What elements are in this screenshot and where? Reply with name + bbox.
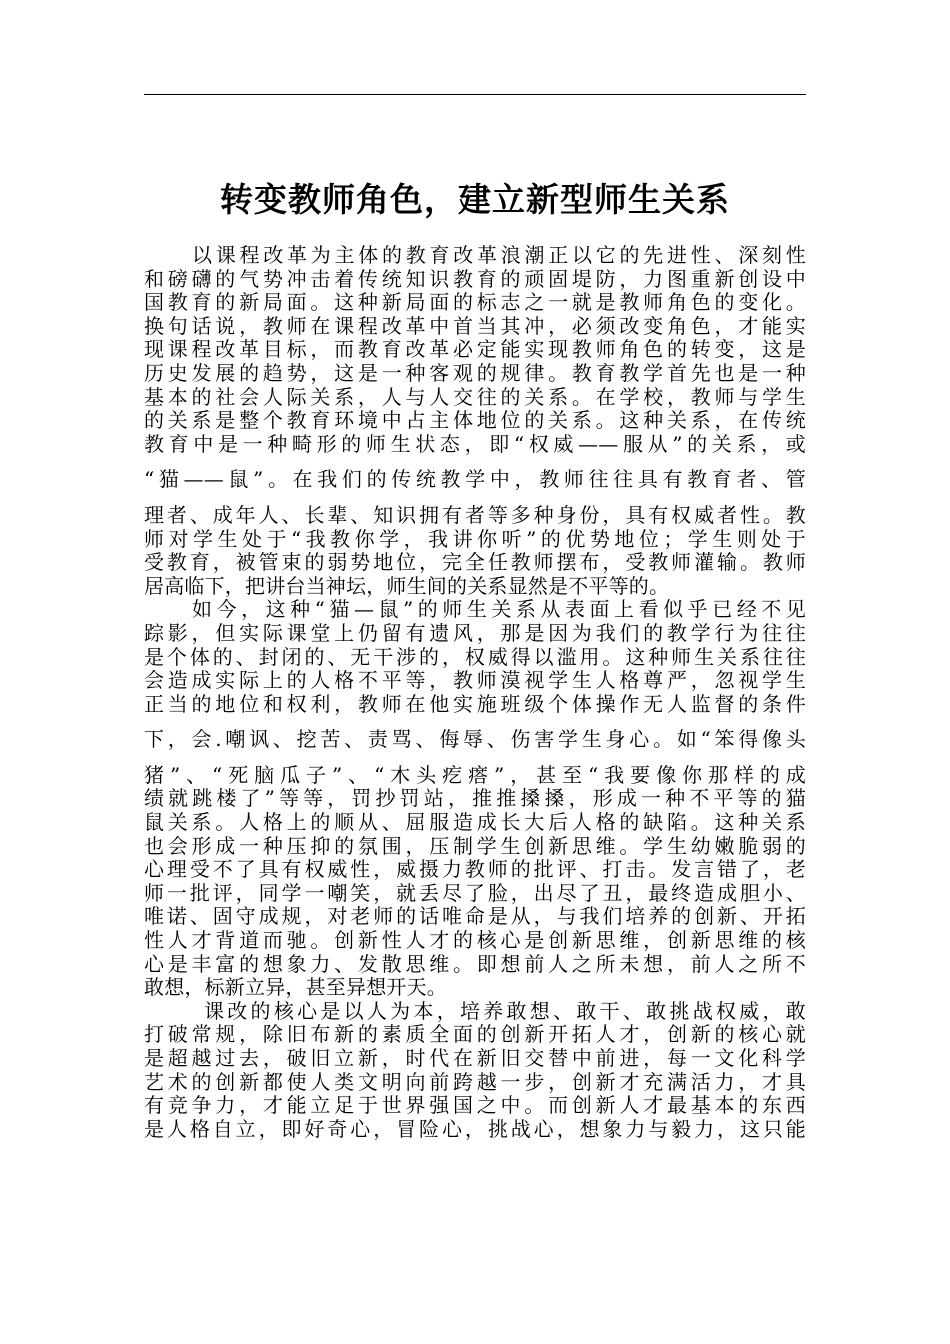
header-rule — [144, 94, 806, 95]
text-line: 有竞争力，才能立足于世界强国之中。而创新人才最基本的东西 — [144, 1094, 806, 1118]
text-line: 敢想，标新立异，甚至异想开天。 — [144, 976, 447, 1000]
text-line: 心理受不了具有权威性，威摄力教师的批评、打击。发言错了，老 — [144, 858, 806, 882]
text-line: 绩就跳楼了”等等，罚抄罚站，推推搡搡，形成一种不平等的猫 — [144, 787, 806, 811]
text-line: 换句话说，教师在课程改革中首当其冲，必须改变角色，才能实 — [144, 314, 806, 338]
text-line: 受教育，被管束的弱势地位，完全任教师摆布，受教师灌输。教师 — [144, 551, 806, 575]
text-line: 基本的社会人际关系，人与人交往的关系。在学校，教师与学生 — [144, 385, 806, 409]
text-line: 正当的地位和权利，教师在他实施班级个体操作无人监督的条件 — [144, 692, 806, 716]
text-line: 的关系是整个教育环境中占主体地位的关系。这种关系，在传统 — [144, 409, 806, 433]
text-line: 如今，这种“猫—鼠”的师生关系从表面上看似乎已经不见 — [192, 598, 806, 622]
text-line: 心是丰富的想象力、发散思维。即想前人之所未想，前人之所不 — [144, 952, 806, 976]
text-line: 师对学生处于“我教你学，我讲你听”的优势地位；学生则处于 — [144, 527, 806, 551]
text-line: 艺术的创新都使人类文明向前跨越一步，创新才充满活力，才具 — [144, 1070, 806, 1094]
text-line: 教育中是一种畸形的师生状态，即“权威——服从”的关系，或 — [144, 432, 806, 456]
text-line: 理者、成年人、长辈、知识拥有者等多种身份，具有权威者性。教 — [144, 503, 806, 527]
text-line: 课改的核心是以人为本，培养敢想、敢干、敢挑战权威，敢 — [204, 999, 806, 1023]
text-line: 猪”、“死脑瓜子”、“木头疙瘩”，甚至“我要像你那样的成 — [144, 763, 806, 787]
text-line: 是人格自立，即好奇心，冒险心，挑战心，想象力与毅力，这只能 — [144, 1117, 806, 1141]
text-line: 是个体的、封闭的、无干涉的，权威得以滥用。这种师生关系往往 — [144, 645, 806, 669]
text-line: 会造成实际上的人格不平等，教师漠视学生人格尊严，忽视学生 — [144, 669, 806, 693]
text-line: 是超越过去，破旧立新，时代在新旧交替中前进，每一文化科学 — [144, 1047, 806, 1070]
text-line: 居高临下，把讲台当神坛，师生间的关系显然是不平等的。 — [144, 574, 670, 598]
text-line: 师一批评，同学一嘲笑，就丢尽了脸，出尽了丑，最终造成胆小、 — [144, 881, 806, 905]
text-line: 国教育的新局面。这种新局面的标志之一就是教师角色的变化。 — [144, 291, 806, 315]
text-line: 历史发展的趋势，这是一种客观的规律。教育教学首先也是一种 — [144, 361, 806, 385]
text-line: 和磅礴的气势冲击着传统知识教育的顽固堤防，力图重新创设中 — [144, 267, 806, 291]
document-title: 转变教师角色，建立新型师生关系 — [220, 180, 730, 219]
text-line: 以课程改革为主体的教育改革浪潮正以它的先进性、深刻性 — [192, 244, 806, 267]
text-line: 踪影，但实际课堂上仍留有遗风，那是因为我们的教学行为往往 — [144, 621, 806, 645]
text-line: 鼠关系。人格上的顺从、屈服造成长大后人格的缺陷。这种关系 — [144, 811, 806, 835]
document-body — [144, 244, 806, 1141]
text-line: 现课程改革目标，而教育改革必定能实现教师角色的转变，这是 — [144, 338, 806, 362]
text-line: 唯诺、固守成规，对老师的话唯命是从，与我们培养的创新、开拓 — [144, 905, 806, 929]
text-line: 也会形成一种压抑的氛围，压制学生创新思维。学生幼嫩脆弱的 — [144, 834, 806, 858]
text-line: 下，会.嘲讽、挖苦、责骂、侮辱、伤害学生身心。如“笨得像头 — [144, 728, 806, 752]
text-line: 打破常规，除旧布新的素质全面的创新开拓人才，创新的核心就 — [144, 1023, 806, 1047]
text-line: “猫——鼠”。在我们的传统教学中，教师往往具有教育者、管 — [144, 468, 806, 492]
text-line: 性人才背道而驰。创新性人才的核心是创新思维，创新思维的核 — [144, 929, 806, 953]
